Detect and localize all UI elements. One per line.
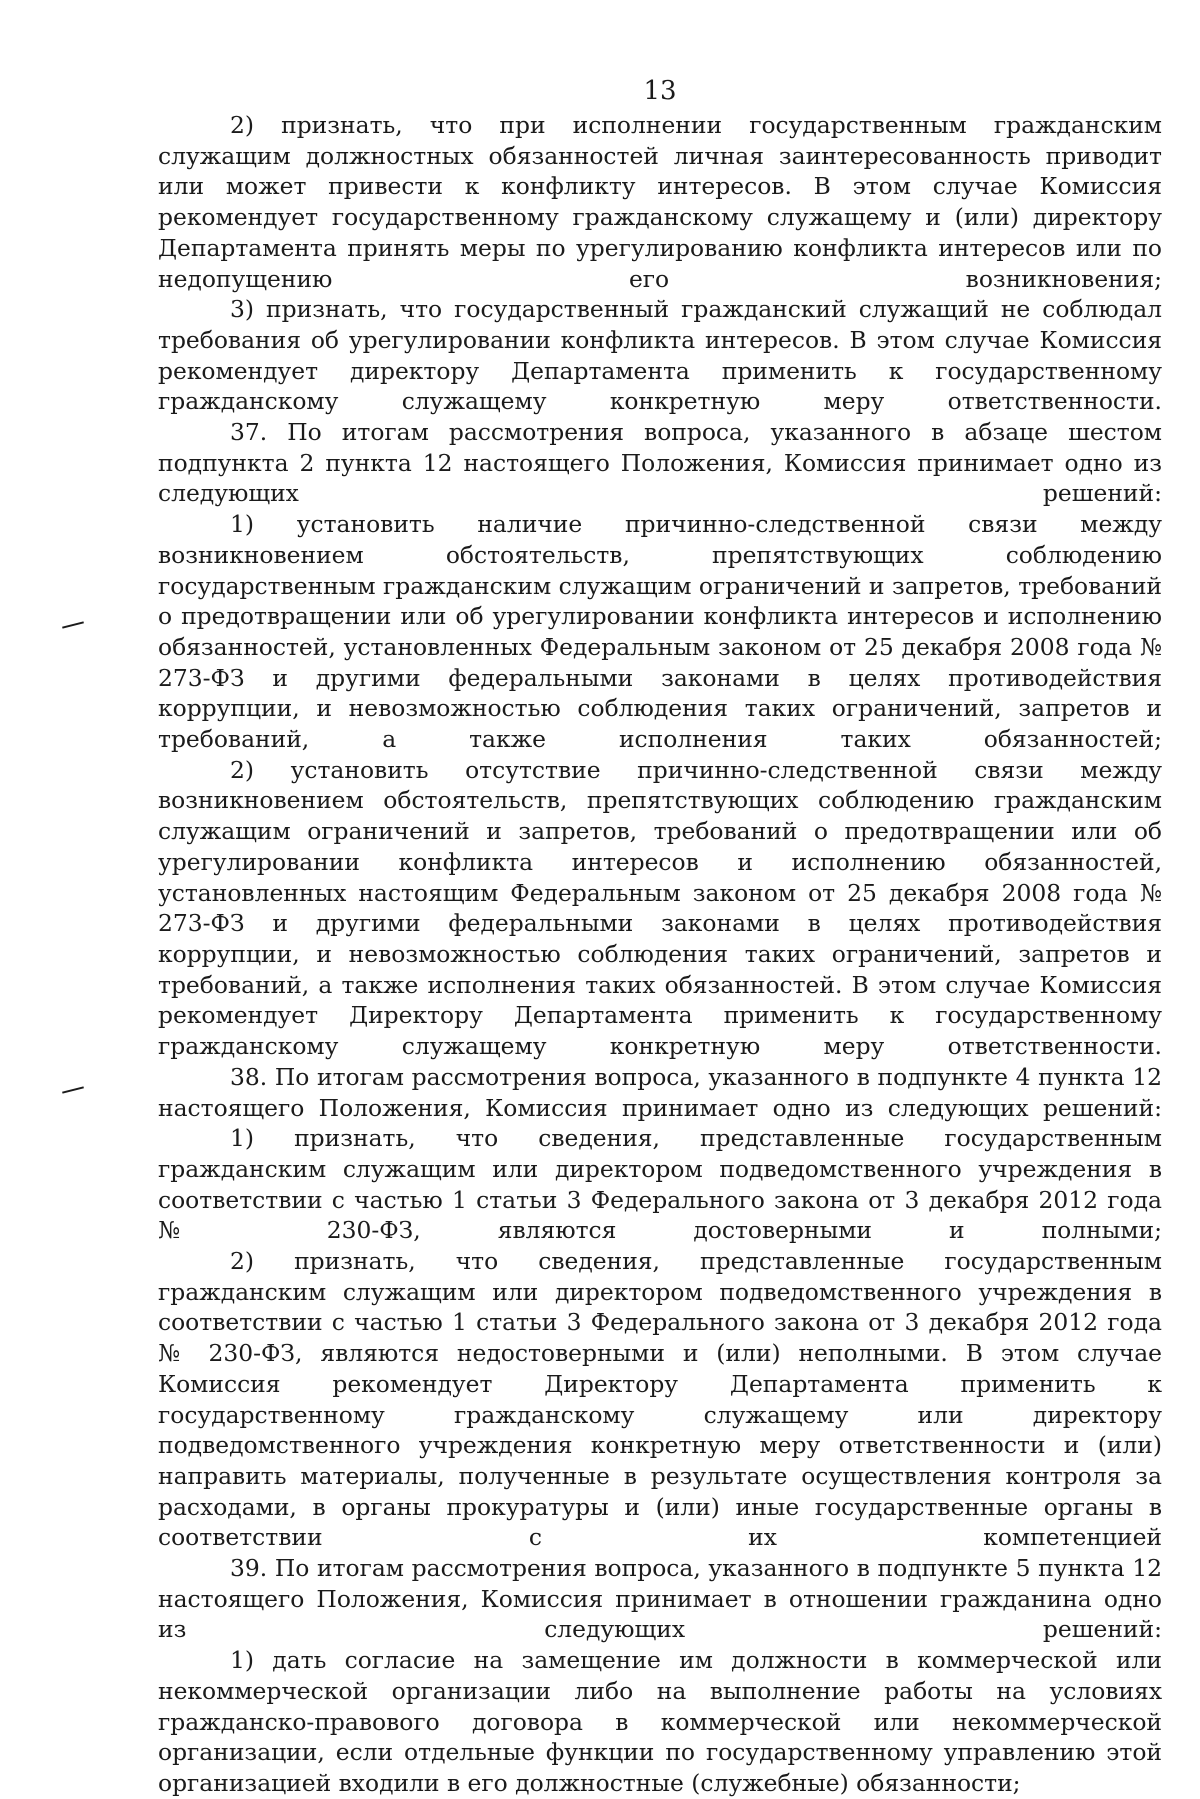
paragraph: 1) признать, что сведения, представленные государственным гражданским служащим или директором подведомственного учреждения в соответствии с частью 1 статьи 3 Федерального закона от 3 декабря 2012 года № 230-ФЗ, являются достоверными и полными; (158, 1124, 1163, 1245)
margin-mark (62, 621, 84, 628)
page-number: 13 (643, 76, 677, 106)
document-body (158, 110, 1162, 1799)
paragraph: 2) установить отсутствие причинно-следственной связи между возникновением обстоятельств, препятствующих соблюдению гражданским служащим ограничений и запретов, требований о предотвращении или об урегулировании конфликта интересов и исполнению обязанностей, установленных настоящим Федеральным законом от 25 декабря 2008 года № 273-ФЗ и другими федеральными законами в целях противодействия коррупции, и невозможностью соблюдения таких ограничений, запретов и требований, а также исполнения таких обязанностей. В этом случае Комиссия рекомендует Директору Департамента применить к государственному гражданскому служащему конкретную меру ответственности. (158, 755, 1163, 1061)
paragraph: 2) признать, что при исполнении государственным гражданским служащим должностных обязанностей личная заинтересованность приводит или может привести к конфликту интересов. В этом случае Комиссия рекомендует государственному гражданскому служащему и (или) директору Департамента принять меры по урегулированию конфликта интересов или по недопущению его возникновения; (158, 111, 1162, 293)
paragraph: 3) признать, что государственный гражданский служащий не соблюдал требования об урегулировании конфликта интересов. В этом случае Комиссия рекомендует директору Департамента применить к государственному гражданскому служащему конкретную меру ответственности. (158, 295, 1162, 416)
margin-mark (62, 1086, 84, 1093)
paragraph: 2) признать, что сведения, представленные государственным гражданским служащим или директором подведомственного учреждения в соответствии с частью 1 статьи 3 Федерального закона от 3 декабря 2012 года № 230-ФЗ, являются недостоверными и (или) неполными. В этом случае Комиссия рекомендует Директору Департамента применить к государственному гражданскому служащему или директору подведомственного учреждения конкретную меру ответственности и (или) направить материалы, полученные в результате осуществления контроля за расходами, в органы прокуратуры и (или) иные государственные органы в соответствии с их компетенцией (158, 1247, 1163, 1552)
paragraph: 39. По итогам рассмотрения вопроса, указанного в подпункте 5 пункта 12 настоящего Положения, Комиссия принимает в отношении гражданина одно из следующих решений: (158, 1554, 1162, 1644)
paragraph: 37. По итогам рассмотрения вопроса, указанного в абзаце шестом подпункта 2 пункта 12 настоящего Положения, Комиссия принимает одно из следующих решений: (158, 418, 1163, 508)
paragraph: 38. По итогам рассмотрения вопроса, указанного в подпункте 4 пункта 12 настоящего Положения, Комиссия принимает одно из следующих решений: (158, 1062, 1162, 1122)
paragraph: 1) установить наличие причинно-следственной связи между возникновением обстоятельств, препятствующих соблюдению государственным гражданским служащим ограничений и запретов, требований о предотвращении или об урегулировании конфликта интересов и исполнению обязанностей, установленных Федеральным законом от 25 декабря 2008 года № 273-ФЗ и другими федеральными законами в целях противодействия коррупции, и невозможностью соблюдения таких ограничений, запретов и требований, а также исполнения таких обязанностей; (158, 510, 1163, 754)
paragraph: 1) дать согласие на замещение им должности в коммерческой или некоммерческой организации либо на выполнение работы на условиях гражданско-правового договора в коммерческой или некоммерческой организации, если отдельные функции по государственному управлению этой организацией входили в его должностные (служебные) обязанности; (158, 1646, 1163, 1797)
